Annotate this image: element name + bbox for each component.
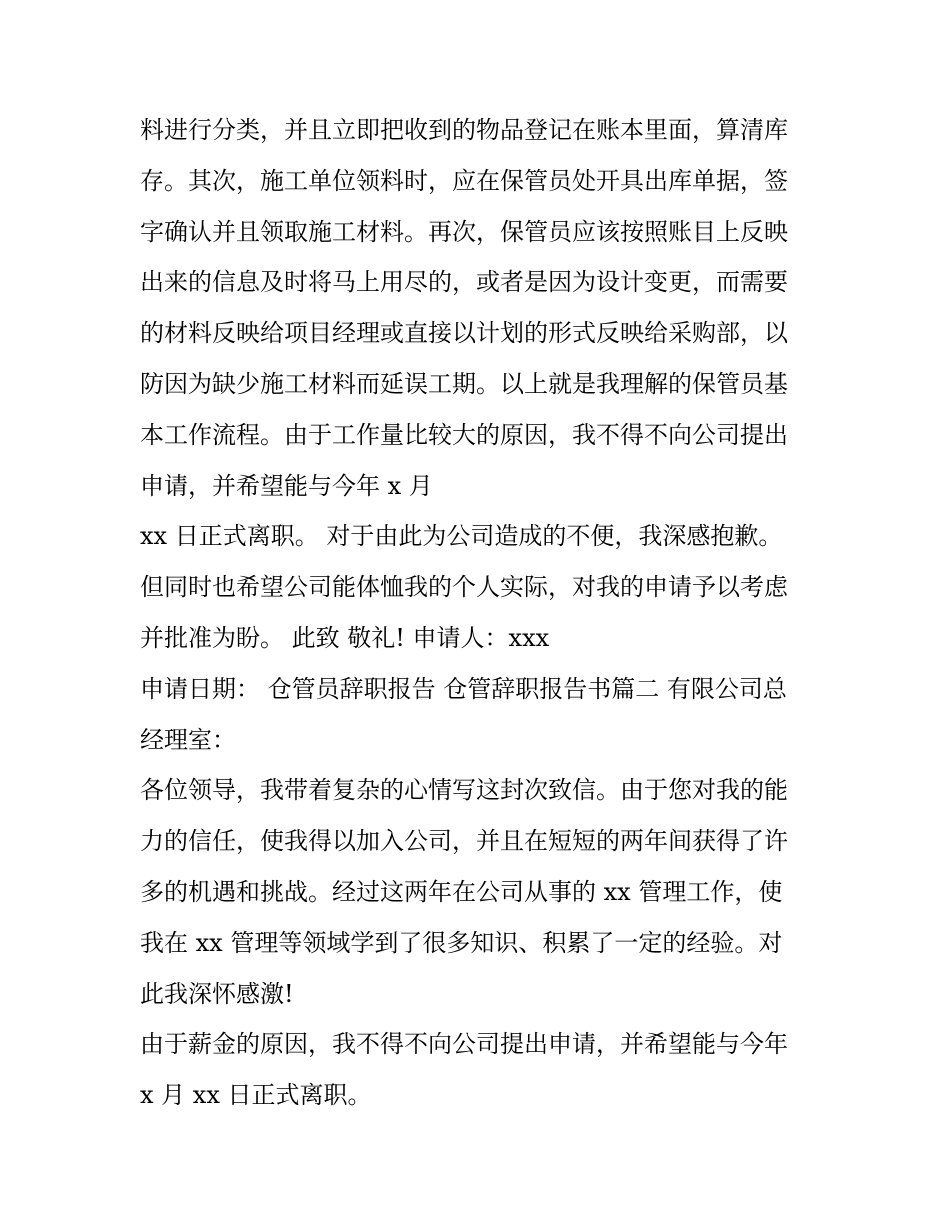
text-line: 防因为缺少施工材料而延误工期。以上就是我理解的保管员基 xyxy=(140,369,788,398)
text-line: 此我深怀感激! xyxy=(140,979,294,1008)
text-line: 申请，并希望能与今年 x 月 xyxy=(140,471,433,500)
text-line: 的材料反映给项目经理或直接以计划的形式反映给采购部，以 xyxy=(140,319,788,348)
text-line: 存。其次，施工单位领料时，应在保管员处开具出库单据，签 xyxy=(140,166,788,195)
document-body xyxy=(140,105,815,1121)
text-line: 并批准为盼。 此致 敬礼! 申请人：xxx xyxy=(140,623,550,652)
text-line: 力的信任，使我得以加入公司，并且在短短的两年间获得了许 xyxy=(140,827,788,856)
text-line: 经理室： xyxy=(140,725,236,754)
text-line: 由于薪金的原因，我不得不向公司提出申请，并希望能与今年 xyxy=(140,1030,788,1059)
text-line: 出来的信息及时将马上用尽的，或者是因为设计变更，而需要 xyxy=(140,268,788,297)
text-line: 但同时也希望公司能体恤我的个人实际，对我的申请予以考虑 xyxy=(140,573,788,602)
text-line: xx 日正式离职。 对于由此为公司造成的不便，我深感抱歉。 xyxy=(140,522,783,551)
text-line: 本工作流程。由于工作量比较大的原因，我不得不向公司提出 xyxy=(140,420,788,449)
text-line: 申请日期： 仓管员辞职报告 仓管辞职报告书篇二 有限公司总 xyxy=(140,674,787,703)
text-line: 多的机遇和挑战。经过这两年在公司从事的 xx 管理工作，使 xyxy=(140,877,783,906)
text-line: 料进行分类，并且立即把收到的物品登记在账本里面，算清库 xyxy=(140,116,788,144)
text-line: 各位领导，我带着复杂的心情写这封次致信。由于您对我的能 xyxy=(140,776,788,805)
text-line: x 月 xx 日正式离职。 xyxy=(140,1081,372,1110)
text-line: 我在 xx 管理等领域学到了很多知识、积累了一定的经验。对 xyxy=(140,928,783,957)
text-line: 字确认并且领取施工材料。再次，保管员应该按照账目上反映 xyxy=(140,217,788,246)
